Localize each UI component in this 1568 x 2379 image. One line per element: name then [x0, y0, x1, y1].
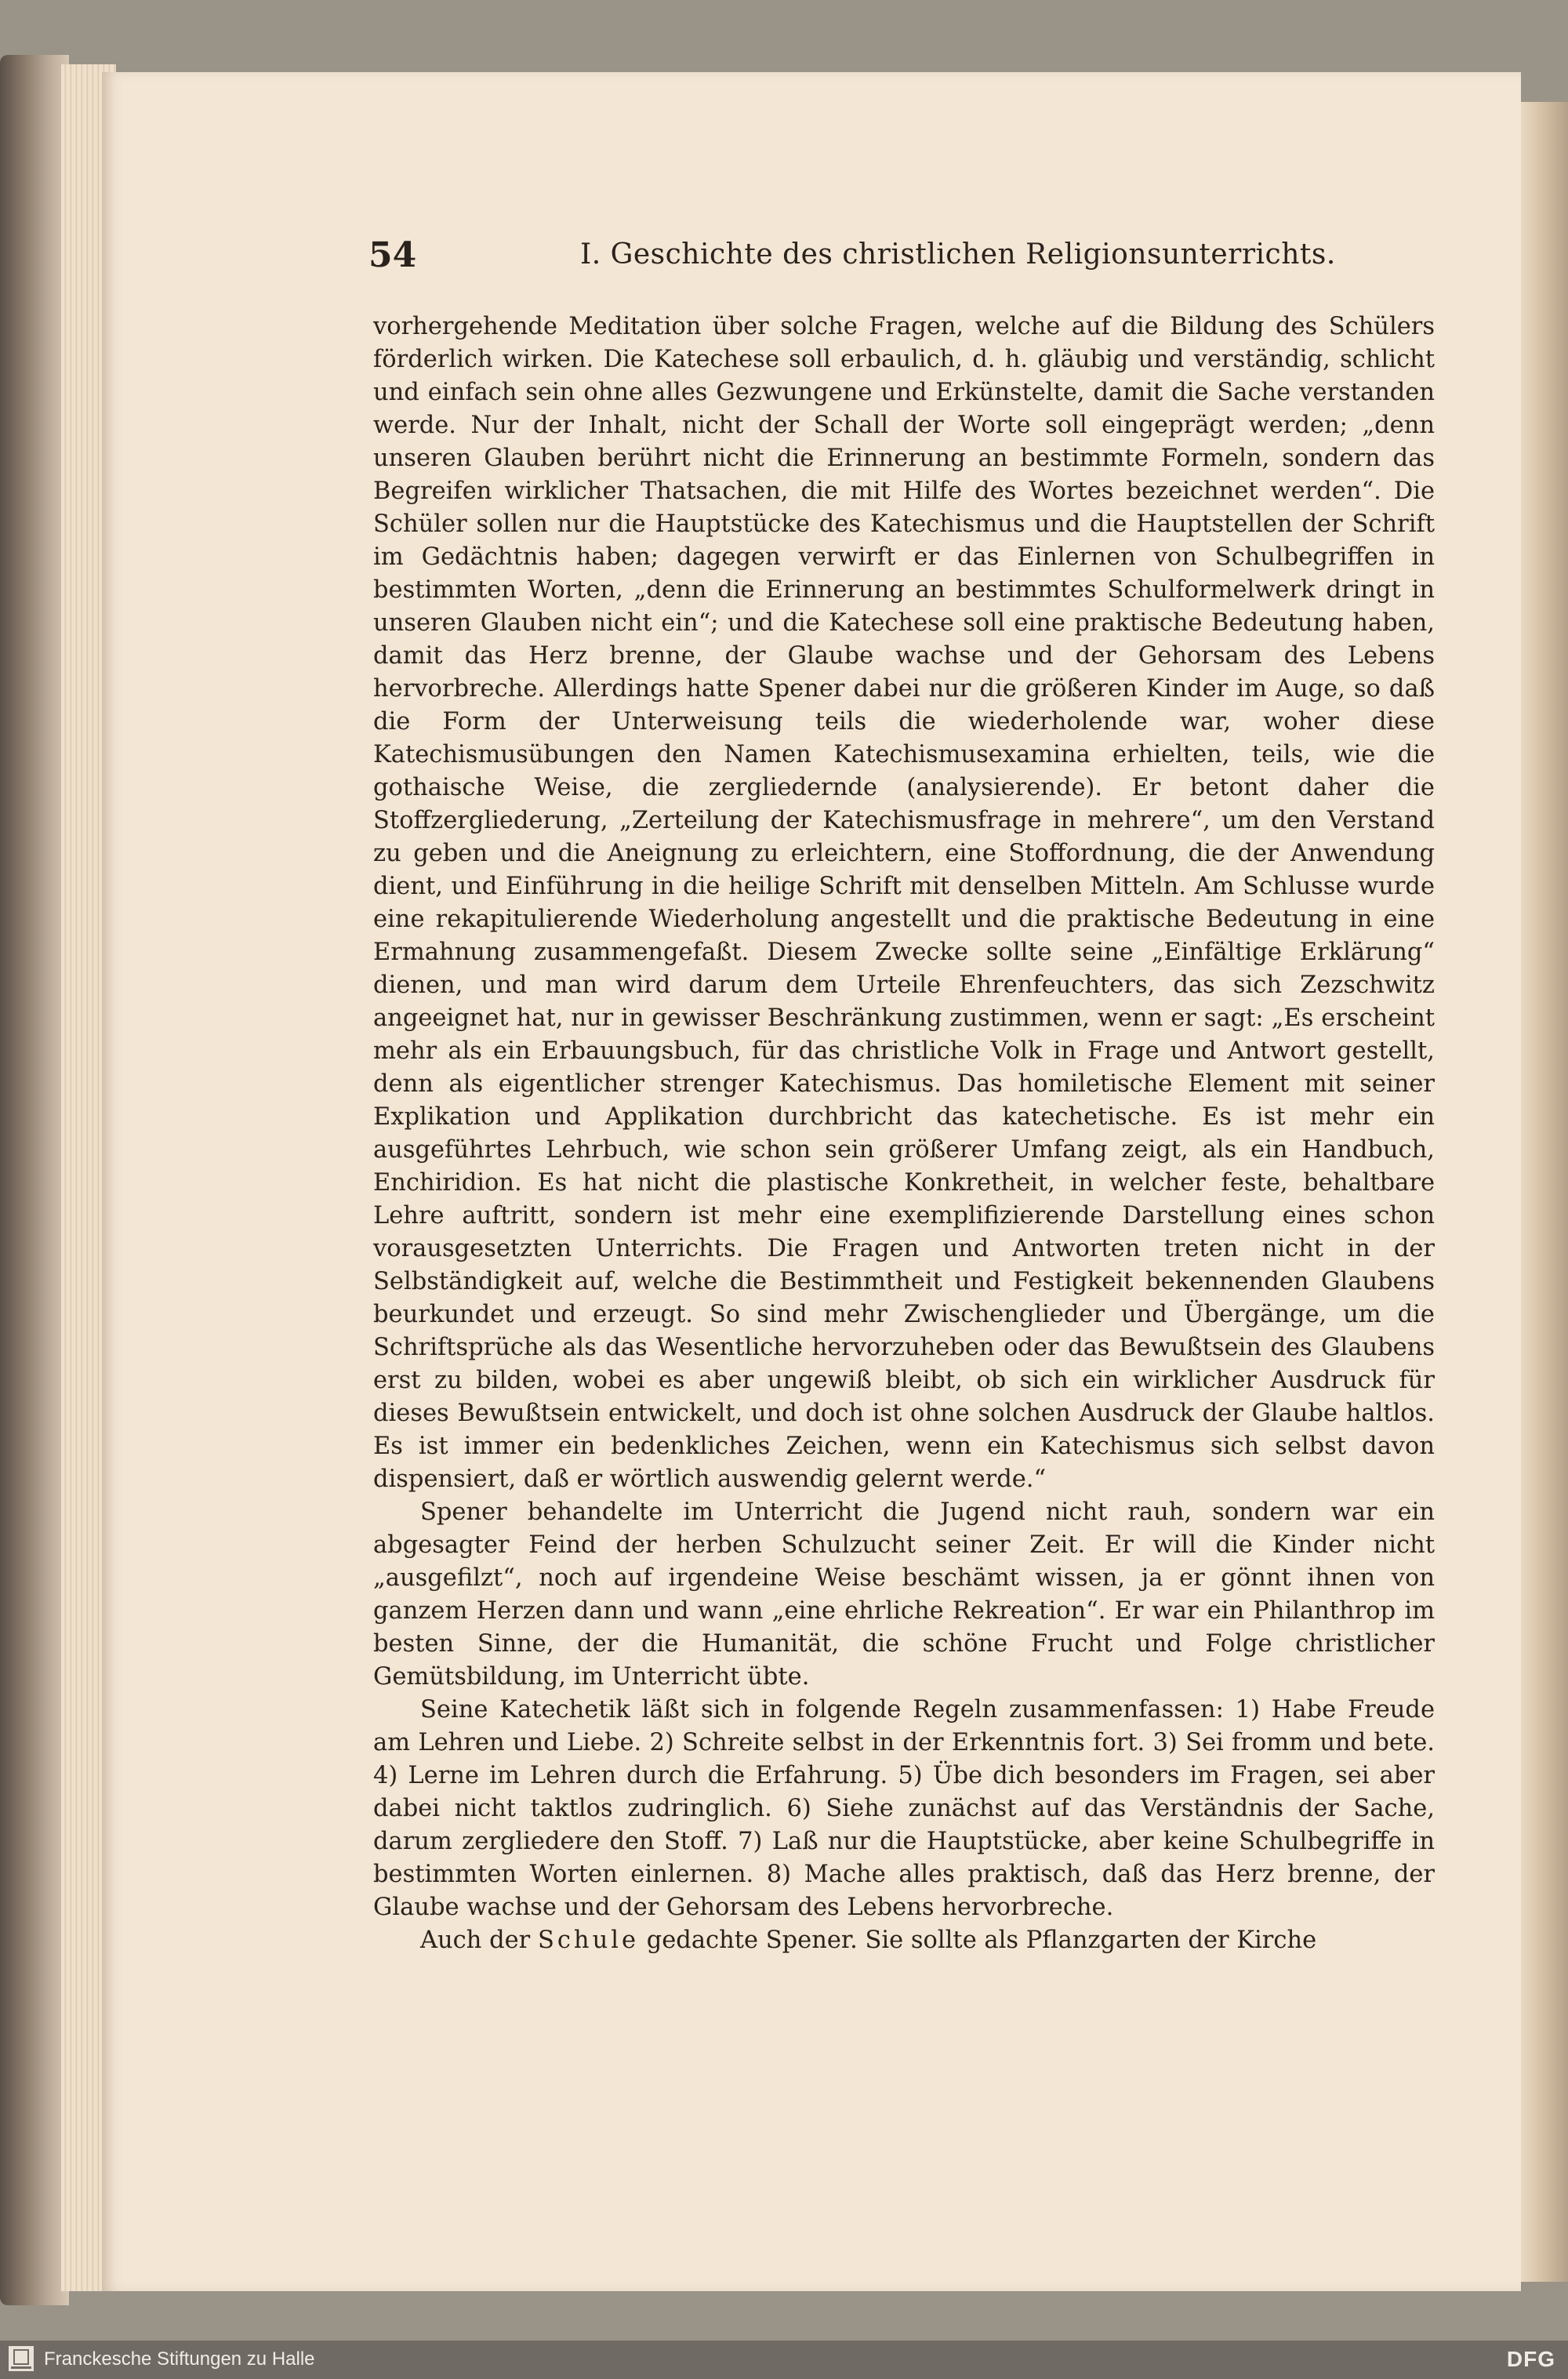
footer-institution: Franckesche Stiftungen zu Halle: [44, 2348, 315, 2370]
paragraph-4-start: Auch der: [420, 1927, 538, 1954]
dfg-logo: DFG: [1506, 2347, 1555, 2371]
paragraph-3: Seine Katechetik läßt sich in folgende Regeln zusammenfassen: 1) Habe Freude am Lehren und Liebe. 2) Schreite selbst in der Erkenntnis fort. 3) Sei fromm und bete. 4) Lerne im Lehren durch die Erfahrung. 5) Übe dich besonders im Fragen, sei aber dabei nicht taktlos zudringlich. 6) Siehe zunächst auf das Verständnis der Sache, darum zergliedere den Stoff. 7) Laß nur die Hauptstücke, aber keine Schulbegriffe in bestimmten Worten einlernen. 8) Mache alles praktisch, daß das Herz brenne, der Glaube wachse und der Gehorsam des Lebens hervorbreche.: [373, 1696, 1435, 1921]
right-page-edge: [1521, 102, 1568, 2282]
paragraph-4-end: gedachte Spener. Sie sollte als Pflanzgarten der Kirche: [639, 1927, 1317, 1954]
paragraph-2: Spener behandelte im Unterricht die Jugend nicht rauh, sondern war ein abgesagter Feind der herben Schulzucht seiner Zeit. Er will die Kinder nicht „ausgefilzt“, noch auf irgendeine Weise beschämt wissen, ja er gönnt ihnen von ganzem Herzen dann und wann „eine ehrliche Rekreation“. Er war ein Philanthrop im besten Sinne, der die Humanität, die schöne Frucht und Folge christlicher Gemütsbildung, im Unterricht übte.: [373, 1498, 1435, 1691]
body-text: [373, 311, 1435, 1957]
book-cover-edge: [0, 55, 69, 2305]
page-header: [368, 235, 1450, 282]
institution-logo-icon: [8, 2345, 34, 2372]
paragraph-4-spaced-word: Schule: [537, 1927, 640, 1954]
paragraph-1: vorhergehende Meditation über solche Fragen, welche auf die Bildung des Schülers förderlich wirken. Die Katechese soll erbaulich, d. h. gläubig und verständig, schlicht und einfach sein ohne alles Gezwungene und Erkünstelte, damit die Sache verstanden werde. Nur der Inhalt, nicht der Schall der Worte soll eingeprägt werden; „denn unseren Glauben berührt nicht die Erinnerung an bestimmte Formeln, sondern das Begreifen wirklicher Thatsachen, die mit Hilfe des Wortes bezeichnet werden“. Die Schüler sollen nur die Hauptstücke des Katechismus und die Hauptstellen der Schrift im Gedächtnis haben; dagegen verwirft er das Einlernen von Schulbegriffen in bestimmten Worten, „denn die Erinnerung an bestimmtes Schulformelwerk dringt in unseren Glauben nicht ein“; und die Katechese soll eine praktische Bedeutung haben, damit das Herz brenne, der Glaube wachse und der Gehorsam des Lebens hervorbreche. Allerdings hatte Spener dabei nur die größeren Kinder im Auge, so daß die Form der Unterweisung teils die wiederholende war, woher diese Katechismusübungen den Namen Katechismusexamina erhielten, teils, wie die gothaische Weise, die zergliedernde (analysierende). Er betont daher die Stoffzergliederung, „Zerteilung der Katechismusfrage in mehrere“, um den Verstand zu geben und die Aneignung zu erleichtern, eine Stoffordnung, die der Anwendung dient, und Einführung in die heilige Schrift mit denselben Mitteln. Am Schlusse wurde eine rekapitulierende Wiederholung angestellt und die praktische Bedeutung in eine Ermahnung zusammengefaßt. Diesem Zwecke sollte seine „Einfältige Erklärung“ dienen, und man wird darum dem Urteile Ehrenfeuchters, das sich Zezschwitz angeeignet hat, nur in gewisser Beschränkung zustimmen, wenn er sagt: „Es erscheint mehr als ein Erbauungsbuch, für das christliche Volk in Frage und Antwort gestellt, denn als eigentlicher strenger Katechismus. Das homiletische Element mit seiner Explikation und Applikation durchbricht das katechetische. Es ist mehr ein ausgeführtes Lehrbuch, wie schon sein größerer Umfang zeigt, als ein Handbuch, Enchiridion. Es hat nicht die plastische Konkretheit, in welcher feste, behaltbare Lehre auftritt, sondern ist mehr eine exemplifizierende Darstellung eines schon vorausgesetzten Unterrichts. Die Fragen und Antworten treten nicht in der Selbständigkeit auf, welche die Bestimmtheit und Festigkeit bekennenden Glaubens beurkundet und erzeugt. So sind mehr Zwischenglieder und Übergänge, um die Schriftsprüche als das Wesentliche hervorzuheben oder das Bewußtsein des Glaubens erst zu bilden, wobei es aber ungewiß bleibt, ob sich ein wirklicher Ausdruck für dieses Bewußtsein entwickelt, und doch ist ohne solchen Ausdruck der Glaube haltlos. Es ist immer ein bedenkliches Zeichen, wenn ein Katechismus sich selbst davon dispensiert, daß er wörtlich auswendig gelernt werde.“: [373, 313, 1435, 1493]
running-head: I. Geschichte des christlichen Religionsunterrichts.: [580, 238, 1336, 271]
paragraph-4: [373, 1924, 1435, 1957]
page-number: 54: [368, 235, 417, 275]
footer-bar: [0, 2341, 1568, 2379]
